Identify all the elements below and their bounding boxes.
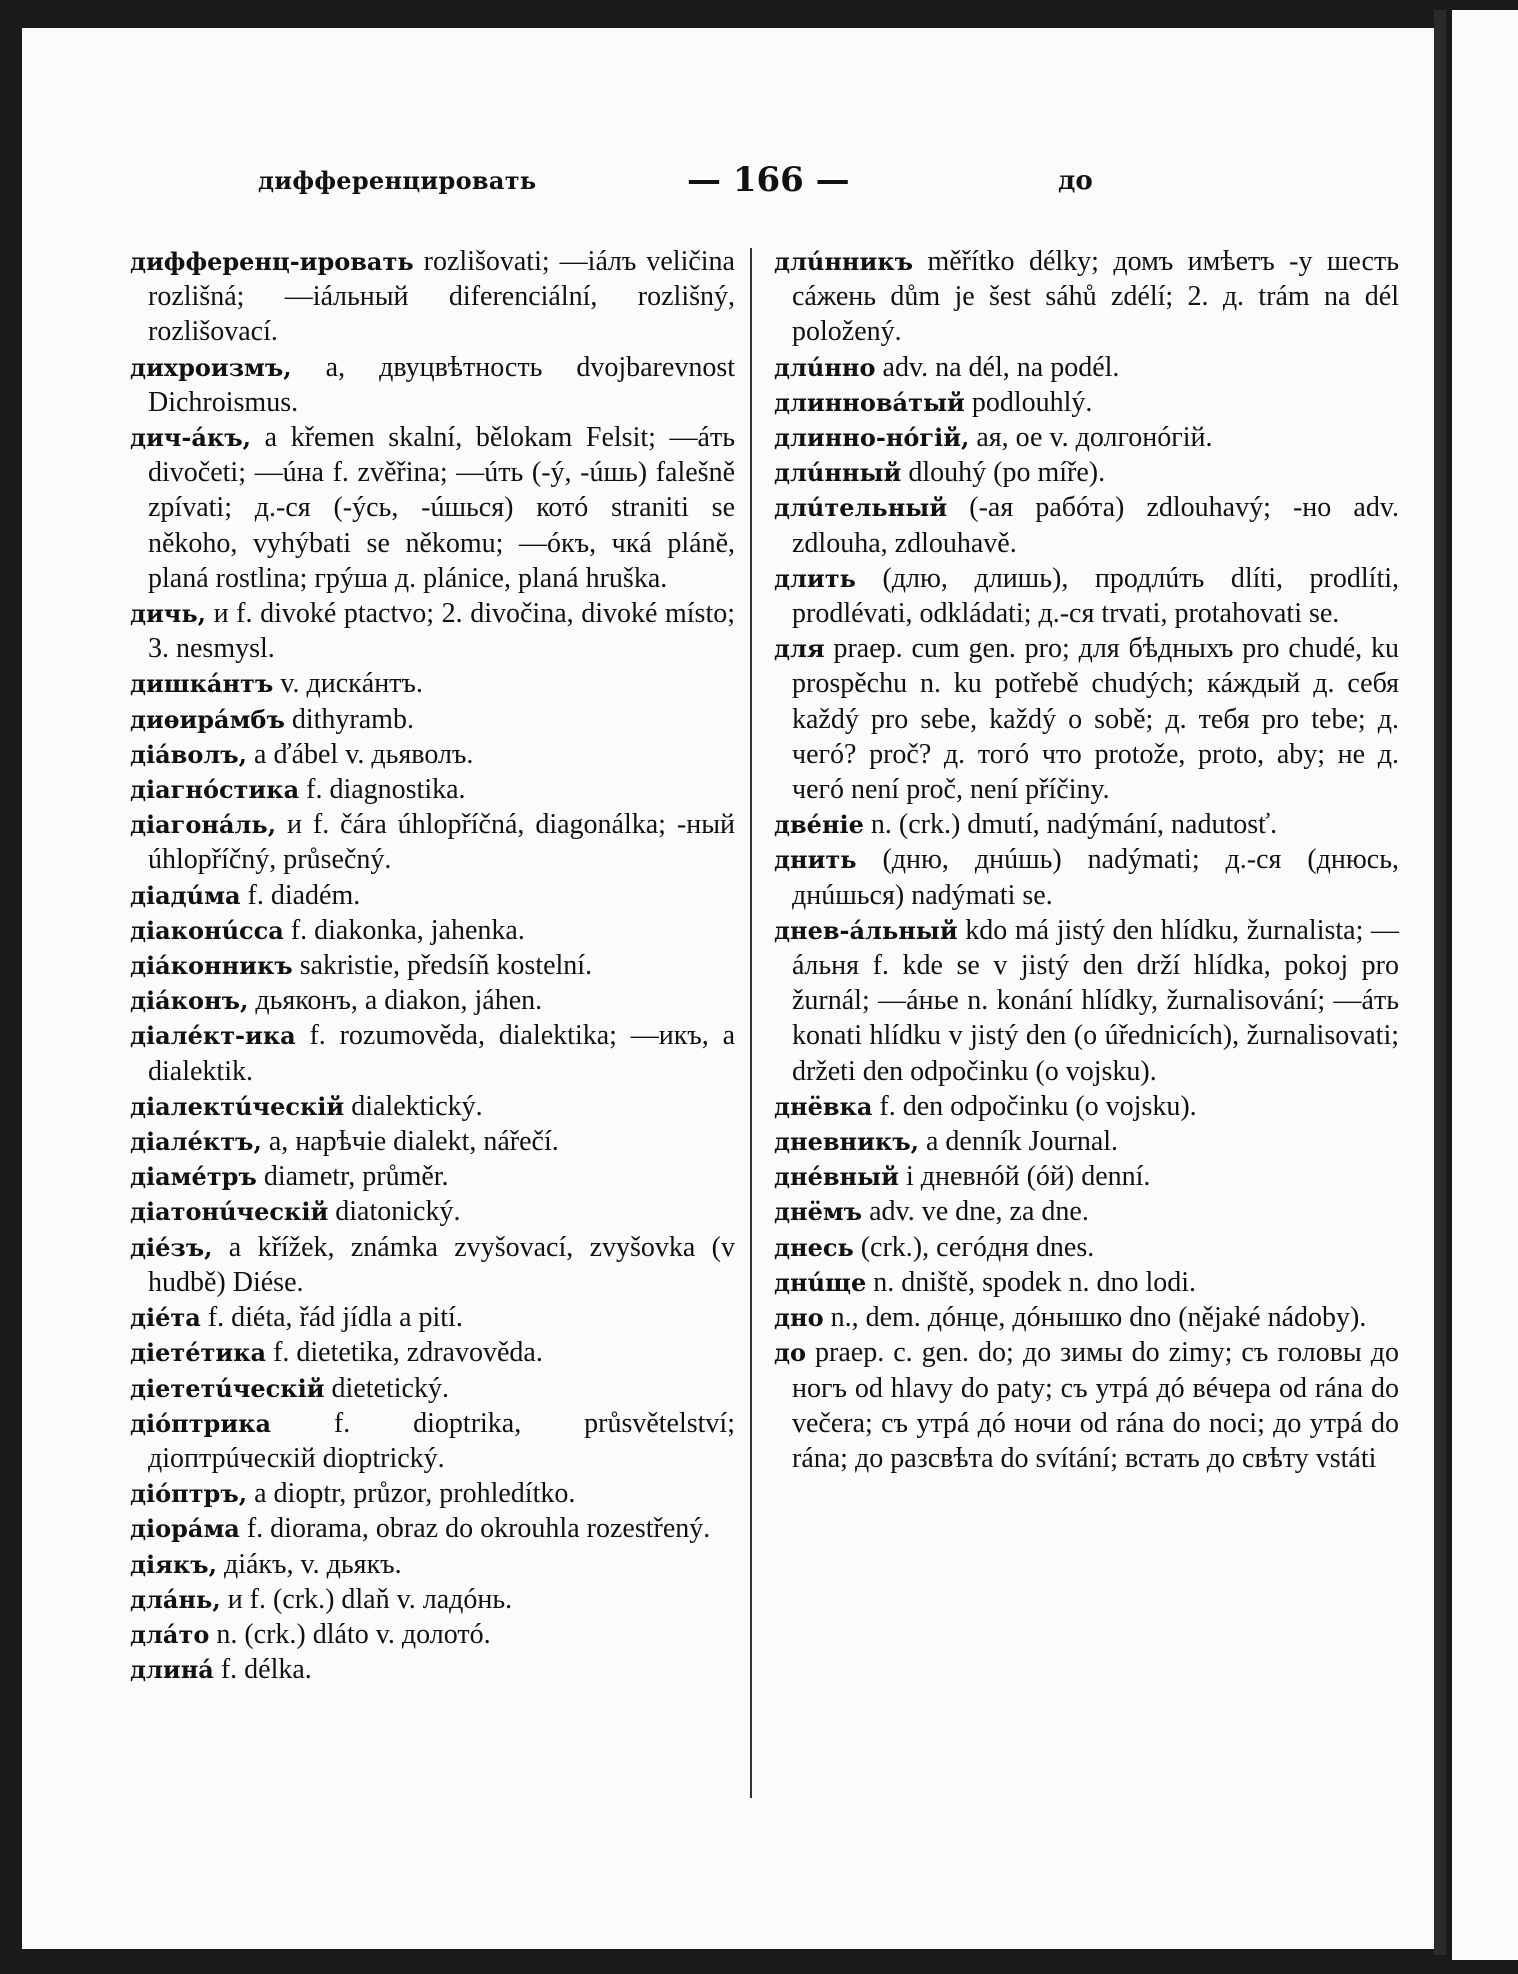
- dictionary-entry: [774, 420, 1399, 455]
- entry-headword: діóптрика: [130, 1408, 272, 1438]
- entry-definition: diametr, průměr.: [256, 1161, 449, 1193]
- dictionary-entry: [774, 244, 1399, 350]
- entry-definition: n., dem. дóнце, дóнышко dno (nějaké nádoby).: [823, 1302, 1367, 1334]
- dictionary-entry: [774, 1124, 1399, 1159]
- entry-definition: v. дискáнтъ.: [273, 668, 423, 700]
- running-header: [22, 160, 1434, 206]
- entry-definition: ая, ое v. долгонóгій.: [969, 422, 1213, 454]
- entry-headword: дневникъ,: [774, 1127, 919, 1157]
- entry-definition: a, нарѣчіе dialekt, nářečí.: [261, 1126, 559, 1158]
- entry-definition: и f. divoké ptactvo; 2. divočina, divoké místo; 3. nesmysl.: [148, 598, 735, 665]
- dictionary-entry: [130, 772, 735, 807]
- entry-headword: длинновáтый: [774, 387, 965, 417]
- entry-headword: діаконúсса: [130, 915, 284, 945]
- entry-headword: до: [774, 1338, 807, 1368]
- entry-headword: длúнно: [774, 352, 876, 382]
- dictionary-entry: [130, 1124, 735, 1159]
- entry-definition: f. rozumověda, dialektika; —икъ, a dialektik.: [148, 1020, 735, 1087]
- entry-definition: f. diagnostika.: [299, 774, 466, 806]
- dictionary-entry: [130, 1300, 735, 1335]
- right-column: [774, 244, 1399, 1476]
- dictionary-entry: [774, 490, 1399, 560]
- dictionary-entry: [774, 1300, 1399, 1335]
- entry-definition: f. délka.: [213, 1654, 312, 1686]
- dictionary-entry: [774, 350, 1399, 385]
- entry-definition: a dioptr, průzor, prohledítko.: [247, 1478, 576, 1510]
- entry-definition: a, двуцвѣтность dvojbarevnost Dichroismus.: [148, 351, 735, 418]
- dictionary-entry: [774, 913, 1399, 1089]
- entry-headword: дичь,: [130, 599, 207, 629]
- entry-headword: днёвка: [774, 1091, 873, 1121]
- next-page-strip: [1452, 10, 1518, 1960]
- dictionary-entry: [130, 1476, 735, 1511]
- dictionary-entry: [130, 948, 735, 983]
- entry-headword: діагнóстика: [130, 775, 300, 805]
- entry-headword: днёмъ: [774, 1197, 863, 1227]
- dictionary-entry: [130, 1511, 735, 1546]
- entry-definition: n. dniště, spodek n. dno lodi.: [866, 1266, 1197, 1298]
- entry-headword: дихроизмъ,: [130, 352, 292, 382]
- entry-headword: діагонáль,: [130, 810, 277, 840]
- entry-headword: діéта: [130, 1303, 201, 1333]
- entry-headword: діáволъ,: [130, 739, 248, 769]
- entry-definition: f. dietetika, zdravověda.: [266, 1337, 543, 1369]
- dictionary-entry: [774, 561, 1399, 631]
- entry-definition: (дню, днúшь) nadýmati; д.-ся (днюсь, днúшься) nadýmati se.: [792, 844, 1399, 911]
- dictionary-entry: [130, 1371, 735, 1406]
- entry-definition: dlouhý (po míře).: [901, 457, 1106, 489]
- dictionary-entry: [130, 1406, 735, 1476]
- header-right-guideword: до: [1058, 166, 1093, 196]
- entry-headword: дно: [774, 1303, 824, 1333]
- dictionary-entry: [774, 1335, 1399, 1476]
- column-rule: [750, 248, 752, 1798]
- entry-headword: діадúма: [130, 880, 241, 910]
- entry-definition: a ďábel v. дьяволъ.: [247, 738, 474, 770]
- header-left-guideword: диффеpенцирoвaть: [258, 166, 537, 195]
- entry-definition: f. diorama, obraz do okrouhla rozestřený.: [239, 1513, 711, 1545]
- dictionary-entry: [130, 1617, 735, 1652]
- entry-definition: f. diéta, řád jídla a pití.: [200, 1302, 463, 1334]
- entry-definition: praep. cum gen. pro; для бѣдныхъ pro chudé, ku prospěchu n. ku potřebě chudých; кáждый д. себя každý pro sebe, každý o sobě; д. тебя pro tebe; д. чегó? proč? д. тогó что protože, proto, aby; не д. чегó není proč, není příčiny.: [792, 633, 1399, 806]
- page-edge: [1434, 10, 1446, 1955]
- dictionary-entry: [774, 631, 1399, 807]
- entry-definition: a křemen skalní, bělokam Felsit; —áть divočeti; —úна f. zvěřina; —úть (-ý, -úшь) falešně zpívati; д.-ся (-ýсь, -úшься) котó straniti se někoho, vyhýbati se někomu; —óкъ, чкá plánĕ, planá rostlina; грýша д. plánice, planá hruška.: [148, 422, 735, 594]
- entry-definition: kdo má jistý den hlídku, žurnalista; —áльня f. kde se v jistý den drží hlídka, pokoj pro žurnál; —áнье n. konání hlídky, žurnalisování; —áть konati hlídku v jistý den (o úřednicích), žurnalisovati; držeti den odpočinku (o vojsku).: [792, 914, 1399, 1087]
- dictionary-entry: [130, 702, 735, 737]
- entry-definition: měřítko délky; домъ имѣетъ -у шесть сáжень dům je šest sáhů zdélí; 2. д. trám na dél položený.: [792, 246, 1399, 348]
- entry-headword: днить: [774, 845, 857, 875]
- entry-definition: f. den odpočinku (o vojsku).: [872, 1090, 1197, 1122]
- entry-headword: длинно-нóгій,: [774, 423, 970, 453]
- entry-definition: rozlišovati; —iáлъ veličina rozlišná; —iáльный diferenciální, rozlišný, rozlišovací.: [148, 246, 735, 348]
- dictionary-entry: [774, 1194, 1399, 1229]
- dictionary-entry: [774, 1159, 1399, 1194]
- entry-headword: днев-áльный: [774, 915, 958, 945]
- entry-headword: діететúческій: [130, 1373, 325, 1403]
- entry-headword: діякъ,: [130, 1549, 217, 1579]
- entry-headword: діалектúческій: [130, 1091, 345, 1121]
- entry-headword: длúтельный: [774, 493, 948, 523]
- dictionary-entry: [774, 385, 1399, 420]
- dictionary-entry: [130, 913, 735, 948]
- entry-headword: діáконникъ: [130, 951, 293, 981]
- dictionary-entry: [130, 983, 735, 1018]
- entry-definition: dietetický.: [324, 1372, 449, 1404]
- entry-headword: днесь: [774, 1232, 854, 1262]
- entry-headword: днéвный: [774, 1162, 899, 1192]
- entry-headword: диѳирáмбъ: [130, 704, 285, 734]
- entry-definition: f. diakonka, jahenka.: [283, 914, 525, 946]
- entry-headword: діалéктъ,: [130, 1127, 262, 1157]
- dictionary-entry: [774, 807, 1399, 842]
- entry-definition: a denník Journal.: [918, 1126, 1119, 1158]
- entry-headword: діóптръ,: [130, 1479, 248, 1509]
- entry-headword: для: [774, 634, 825, 664]
- entry-headword: діамéтръ: [130, 1162, 257, 1192]
- dictionary-entry: [130, 420, 735, 596]
- dictionary-entry: [774, 1265, 1399, 1300]
- entry-headword: діорáма: [130, 1514, 240, 1544]
- entry-definition: (длю, длишь), продлúть dlíti, prodlíti, prodlévati, odkládati; д.-ся trvati, protahovati se.: [792, 562, 1399, 630]
- entry-headword: дифференц-ировать: [130, 247, 414, 276]
- entry-headword: діáконъ,: [130, 986, 249, 1016]
- entry-headword: длить: [774, 563, 856, 593]
- entry-headword: длáто: [130, 1619, 210, 1649]
- entry-definition: и f. čára úhlopříčná, diagonálka; -ный úhlopříčný, průsečný.: [148, 809, 735, 876]
- dictionary-entry: [130, 350, 735, 420]
- dictionary-entry: [130, 1582, 735, 1617]
- entry-definition: и f. (crk.) dlaň v. ладóнь.: [220, 1583, 513, 1615]
- entry-definition: n. (crk.) dláto v. долотó.: [209, 1618, 491, 1650]
- dictionary-entry: [774, 1089, 1399, 1124]
- entry-headword: діéзъ,: [130, 1232, 213, 1262]
- entry-headword: дич-áкъ,: [130, 423, 251, 453]
- dictionary-entry: [130, 1335, 735, 1370]
- page-number: — 166 —: [687, 160, 850, 200]
- entry-headword: двéніе: [774, 810, 864, 840]
- entry-definition: f. dioptrika, průsvětelství; діоптрúческій dioptrický.: [148, 1407, 735, 1474]
- dictionary-entry: [130, 1194, 735, 1229]
- dictionary-entry: [774, 455, 1399, 490]
- entry-definition: діáкъ, v. дьякъ.: [216, 1548, 402, 1580]
- entry-headword: діетéтика: [130, 1338, 267, 1368]
- entry-definition: diatonický.: [328, 1196, 461, 1228]
- dictionary-entry: [130, 878, 735, 913]
- dictionary-entry: [130, 1159, 735, 1194]
- entry-definition: (crk.), сегóдня dnes.: [853, 1231, 1095, 1263]
- entry-definition: (-ая рабóта) zdlouhavý; -но adv. zdlouha, zdlouhavě.: [792, 492, 1399, 559]
- entry-headword: діалéкт-ика: [130, 1021, 296, 1051]
- dictionary-entry: [130, 1652, 735, 1687]
- left-column: [130, 244, 735, 1687]
- entry-definition: adv. ve dne, za dne.: [862, 1196, 1089, 1228]
- dictionary-entry: [130, 807, 735, 877]
- dictionary-entry: [130, 1018, 735, 1088]
- entry-headword: днúще: [774, 1267, 867, 1297]
- dictionary-entry: [130, 244, 735, 350]
- dictionary-entry: [130, 1089, 735, 1124]
- entry-definition: дьяконъ, a diakon, jáhen.: [248, 985, 543, 1017]
- dictionary-entry: [774, 842, 1399, 912]
- entry-headword: длинá: [130, 1655, 214, 1685]
- entry-definition: sakristie, předsíň kostelní.: [292, 950, 593, 982]
- entry-definition: praep. c. gen. do; до зимы do zimy; съ головы до ногъ od hlavy do paty; съ утрá дó вéчера od rána do večera; съ утрá дó ночи od rána do noci; до утрá do rána; до разсвѣта do svítání; встать до свѣту vstáti: [792, 1337, 1399, 1474]
- entry-headword: длúнный: [774, 458, 902, 488]
- entry-headword: діатонúческій: [130, 1197, 329, 1227]
- entry-definition: podlouhlý.: [964, 386, 1093, 418]
- entry-definition: f. diadém.: [240, 879, 361, 911]
- dictionary-entry: [130, 1547, 735, 1582]
- entry-definition: n. (crk.) dmutí, nadýmání, nadutosť.: [863, 809, 1278, 841]
- entry-definition: dialektický.: [344, 1090, 483, 1122]
- entry-definition: dithyramb.: [284, 703, 414, 735]
- dictionary-entry: [130, 596, 735, 666]
- dictionary-page: [22, 28, 1434, 1949]
- entry-headword: длúнникъ: [774, 247, 914, 276]
- dictionary-entry: [130, 1230, 735, 1300]
- entry-definition: a křížek, známka zvyšovací, zvyšovka (v hudbě) Diése.: [148, 1231, 735, 1298]
- entry-headword: дишкáнтъ: [130, 669, 274, 699]
- dictionary-entry: [130, 666, 735, 701]
- entry-definition: i дневнóй (óй) denní.: [898, 1161, 1151, 1193]
- dictionary-entry: [774, 1230, 1399, 1265]
- entry-headword: длáнь,: [130, 1584, 221, 1614]
- entry-definition: adv. na dél, na podél.: [875, 351, 1120, 383]
- dictionary-entry: [130, 737, 735, 772]
